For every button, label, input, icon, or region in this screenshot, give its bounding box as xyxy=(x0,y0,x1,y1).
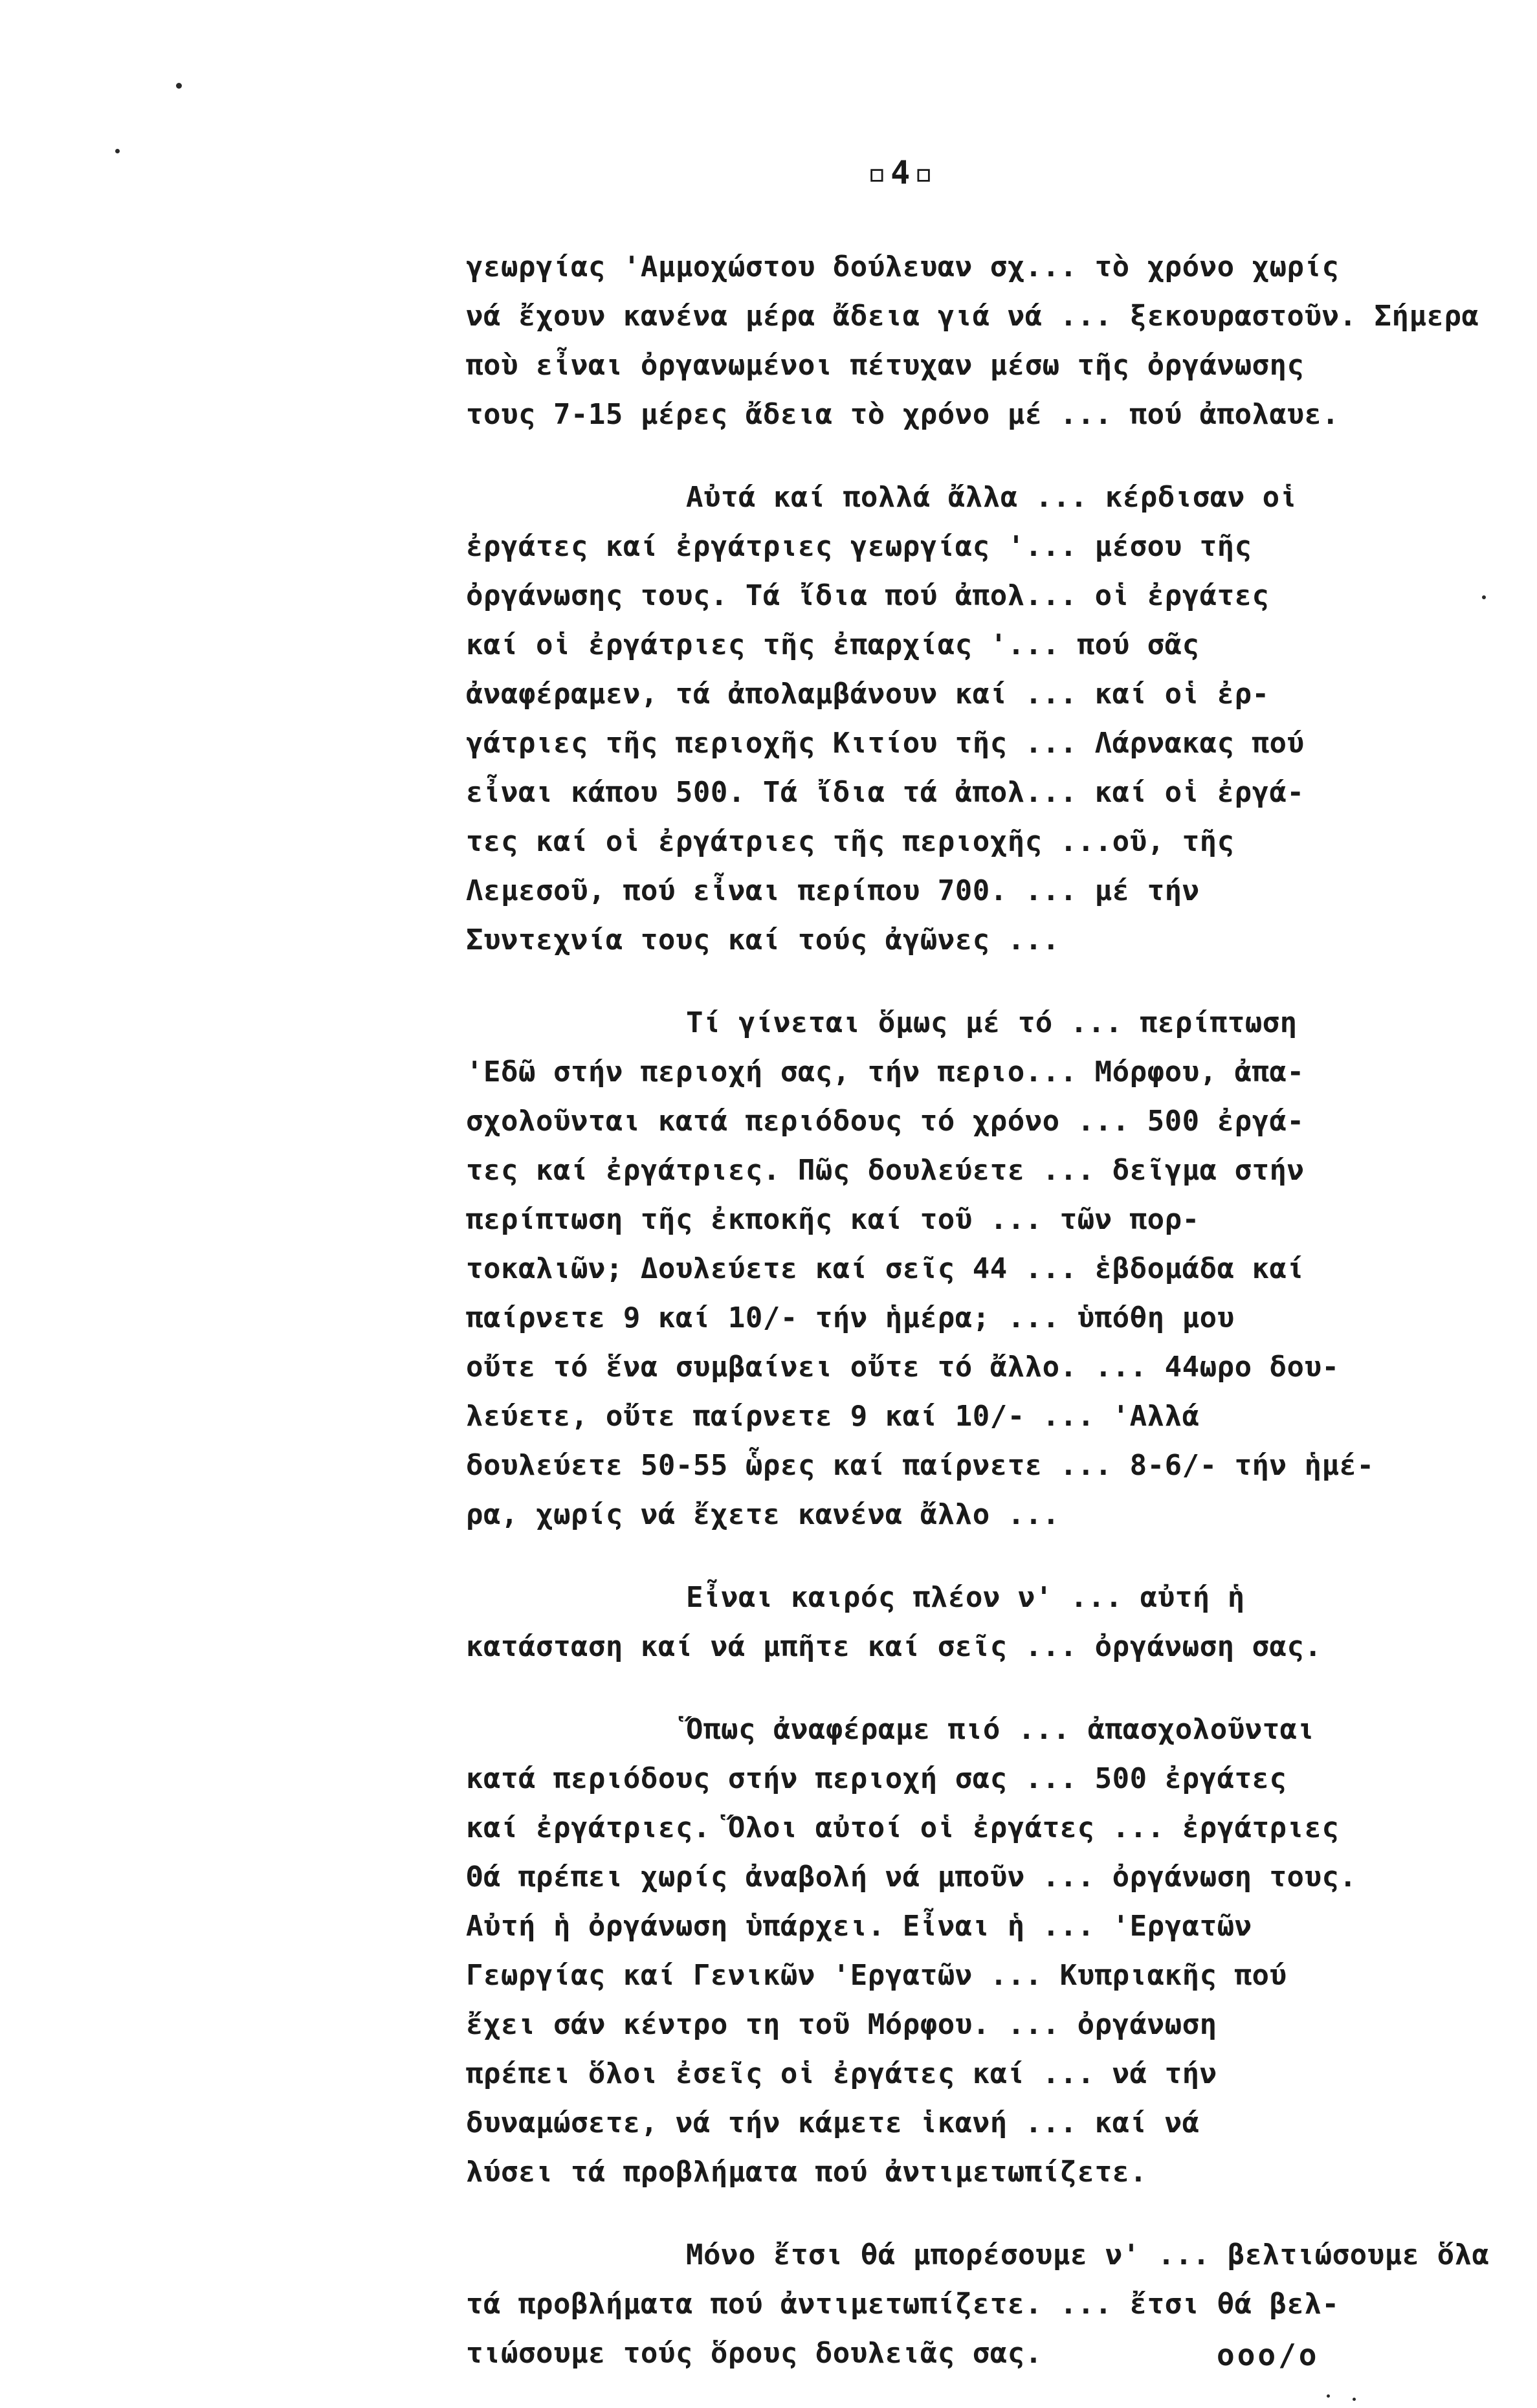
text-line: εἶναι κάπου 500. Τά ἴδια τά ἀπολ... καί οἱ ἐργά- xyxy=(466,776,1305,809)
scan-speck xyxy=(176,83,182,89)
text-line: ποὺ εἶναι ὀργανωμένοι πέτυχαν μέσω τῆς ὀργάνωσης xyxy=(466,349,1305,382)
text-line: Γεωργίας καί Γενικῶν 'Εργατῶν ... Κυπριακῆς πού xyxy=(466,1959,1287,1992)
text-line: δουλεύετε 50-55 ὧρες καί παίρνετε ... 8-6/- τήν ἡμέ- xyxy=(466,1449,1375,1482)
scan-speck xyxy=(1482,595,1486,599)
text-line: Αὐτά καί πολλά ἄλλα ... κέρδισαν οἱ xyxy=(686,481,1298,514)
text-line: λεύετε, οὔτε παίρνετε 9 καί 10/- ... 'Αλλά xyxy=(466,1400,1200,1433)
text-line: Μόνο ἔτσι θά μπορέσουμε ν' ... βελτιώσουμε ὅλα xyxy=(686,2238,1490,2271)
scan-speck xyxy=(1353,2398,1356,2401)
text-line: Εἶναι καιρός πλέον ν' ... αὐτή ἡ xyxy=(686,1581,1245,1614)
text-line: ἔχει σάν κέντρο τη τοῦ Μόρφου. ... ὀργάνωση xyxy=(466,2008,1217,2041)
text-line: οὔτε τό ἕνα συμβαίνει οὔτε τό ἄλλο. ... 44ωρο δου- xyxy=(466,1351,1340,1384)
text-line: σχολοῦνται κατά περιόδους τό χρόνο ... 500 ἐργά- xyxy=(466,1105,1305,1138)
text-line: καί οἱ ἐργάτριες τῆς ἐπαρχίας '... πού σᾶς xyxy=(466,628,1200,661)
text-line: Τί γίνεται ὅμως μέ τό ... περίπτωση xyxy=(686,1006,1298,1039)
scan-speck xyxy=(1327,2394,1330,2398)
text-line: τες καί οἱ ἐργάτριες τῆς περιοχῆς ...οῦ, τῆς xyxy=(466,825,1235,858)
page-number: ▫4▫ xyxy=(867,154,938,192)
text-line: Λεμεσοῦ, πού εἶναι περίπου 700. ... μέ τήν xyxy=(466,874,1200,907)
paragraph-4 xyxy=(466,1573,1501,1672)
text-line: τες καί ἐργάτριες. Πῶς δουλεύετε ... δεῖγμα στήν xyxy=(466,1154,1305,1187)
body-text xyxy=(466,243,1501,2378)
text-line: πρέπει ὅλοι ἐσεῖς οἱ ἐργάτες καί ... νά τήν xyxy=(466,2057,1217,2090)
scan-speck xyxy=(115,149,120,153)
text-line: γάτριες τῆς περιοχῆς Κιτίου τῆς ... Λάρνακας πού xyxy=(466,727,1305,760)
text-line: τους 7-15 μέρες ἄδεια τὸ χρόνο μέ ... πού ἀπολαυε. xyxy=(466,398,1340,431)
paragraph-3 xyxy=(466,999,1501,1540)
text-line: ἀναφέραμεν, τά ἀπολαμβάνουν καί ... καί οἱ ἐρ- xyxy=(466,678,1270,711)
paragraph-1 xyxy=(466,243,1501,439)
text-line: λύσει τά προβλήματα πού ἀντιμετωπίζετε. xyxy=(466,2156,1147,2189)
text-line: νά ἔχουν κανένα μέρα ἄδεια γιά νά ... ξεκουραστοῦν. Σήμερα xyxy=(466,300,1479,333)
text-line: τιώσουμε τούς ὅρους δουλειᾶς σας. xyxy=(466,2337,1043,2370)
paragraph-5 xyxy=(466,1705,1501,2197)
text-line: καί ἐργάτριες. Ὅλοι αὐτοί οἱ ἐργάτες ... ἐργάτριες xyxy=(466,1811,1340,1844)
continuation-mark: ooo/o xyxy=(1217,2337,1320,2372)
text-line: περίπτωση τῆς ἐκποκῆς καί τοῦ ... τῶν πορ- xyxy=(466,1203,1200,1236)
text-line: δυναμώσετε, νά τήν κάμετε ἱκανή ... καί νά xyxy=(466,2106,1200,2139)
text-line: Θά πρέπει χωρίς ἀναβολή νά μποῦν ... ὀργάνωση τους. xyxy=(466,1861,1357,1894)
paragraph-6 xyxy=(466,2231,1501,2378)
text-line: Ὅπως ἀναφέραμε πιό ... ἀπασχολοῦνται xyxy=(686,1713,1315,1746)
text-line: τά προβλήματα πού ἀντιμετωπίζετε. ... ἔτσι θά βελ- xyxy=(466,2288,1340,2321)
text-line: ρα, χωρίς νά ἔχετε κανένα ἄλλο ... xyxy=(466,1498,1060,1531)
text-line: κατάσταση καί νά μπῆτε καί σεῖς ... ὀργάνωση σας. xyxy=(466,1630,1322,1663)
text-line: τοκαλιῶν; Δουλεύετε καί σεῖς 44 ... ἑβδομάδα καί xyxy=(466,1252,1305,1285)
text-line: κατά περιόδους στήν περιοχή σας ... 500 ἐργάτες xyxy=(466,1762,1287,1795)
paragraph-2 xyxy=(466,473,1501,965)
text-line: γεωργίας 'Αμμοχώστου δούλευαν σχ... τὸ χρόνο χωρίς xyxy=(466,250,1340,283)
text-line: ἐργάτες καί ἐργάτριες γεωργίας '... μέσου τῆς xyxy=(466,530,1252,563)
text-line: 'Εδῶ στήν περιοχή σας, τήν περιο... Μόρφου, ἀπα- xyxy=(466,1055,1305,1088)
text-line: ὀργάνωσης τους. Τά ἴδια πού ἀπολ... οἱ ἐργάτες xyxy=(466,579,1270,612)
text-line: Αὐτή ἡ ὀργάνωση ὑπάρχει. Εἶναι ἡ ... 'Εργατῶν xyxy=(466,1910,1252,1943)
text-line: Συντεχνία τους καί τούς ἀγῶνες ... xyxy=(466,923,1060,956)
text-line: παίρνετε 9 καί 10/- τήν ἡμέρα; ... ὑπόθη μου xyxy=(466,1301,1235,1334)
